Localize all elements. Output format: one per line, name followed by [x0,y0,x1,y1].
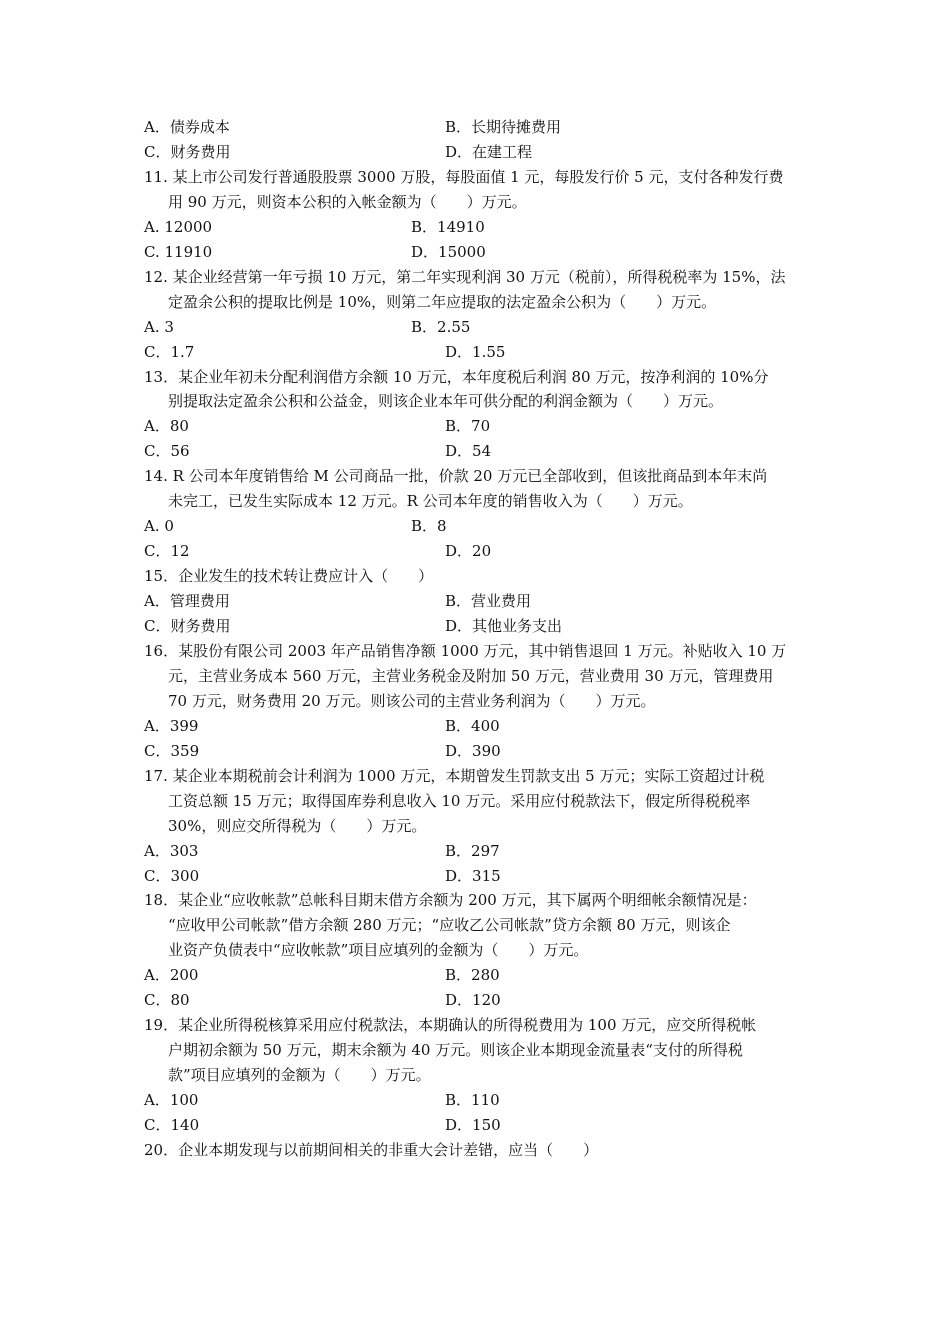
option-text: D．1.55 [445,342,506,361]
option-text: A．399 [144,716,199,735]
question-text: 业资产负债表中“应收帐款”项目应填列的金额为（ ）万元。 [168,941,589,960]
option-row [0,241,950,263]
option-row [0,615,950,637]
question-line [0,166,950,188]
question-continuation [0,390,950,412]
option-row [0,715,950,737]
option-row [0,865,950,887]
option-text: C. 11910 [144,242,213,261]
question-continuation [0,490,950,512]
question-text: 工资总额 15 万元；取得国库券利息收入 10 万元。采用应付税款法下，假定所得税税率 [168,791,751,810]
option-text: B．长期待摊费用 [445,118,562,136]
option-row [0,540,950,562]
option-text: A．200 [144,966,199,985]
option-text: A．303 [144,841,199,860]
question-continuation [0,815,950,837]
question-text: 款”项目应填列的金额为（ ）万元。 [168,1066,431,1085]
option-row [0,316,950,338]
question-line [0,366,950,388]
option-text: B．110 [445,1091,500,1110]
question-continuation [0,690,950,712]
question-text: 未完工，已发生实际成本 12 万元。R 公司本年度的销售收入为（ ）万元。 [168,492,693,511]
question-continuation [0,291,950,313]
question-text: 12. 某企业经营第一年亏损 10 万元，第二年实现利润 30 万元（税前），所得税税率为 15%，法 [144,267,786,286]
option-text: D．315 [445,866,501,885]
option-text: B．2.55 [411,317,471,336]
option-row [0,1114,950,1136]
question-text: 18．某企业“应收帐款”总帐科目期末借方余额为 200 万元，其下属两个明细帐余额情况是： [144,891,757,910]
option-text: C．359 [144,741,200,760]
option-text: B．70 [445,417,491,436]
option-text: C．140 [144,1116,200,1134]
question-continuation [0,790,950,812]
question-text: 11. 某上市公司发行普通股股票 3000 万股，每股面值 1 元，每股发行价 5 元，支付各种发行费 [144,167,784,186]
option-text: D．其他业务支出 [445,617,563,635]
question-text: 17. 某企业本期税前会计利润为 1000 万元，本期曾发生罚款支出 5 万元；实际工资超过计税 [144,766,765,785]
question-continuation [0,1039,950,1061]
option-text: C．56 [144,442,190,461]
question-text: 别提取法定盈余公积和公益金，则该企业本年可供分配的利润金额为（ ）万元。 [168,392,724,411]
option-text: B．400 [445,716,500,735]
option-row [0,840,950,862]
option-text: C．1.7 [144,342,195,361]
option-row [0,216,950,238]
option-row [0,964,950,986]
question-text: 13．某企业年初未分配利润借方余额 10 万元，本年度税后利润 80 万元，按净利润的 10%分 [144,367,769,386]
option-text: A．100 [144,1091,199,1110]
question-continuation [0,914,950,936]
question-line [0,266,950,288]
question-line [0,465,950,487]
option-text: D．120 [445,991,501,1010]
question-continuation [0,1064,950,1086]
question-text: 30%，则应交所得税为（ ）万元。 [168,816,427,835]
question-line [0,889,950,911]
option-text: A．80 [144,417,189,436]
question-text: 户期初余额为 50 万元，期末余额为 40 万元。则该企业本期现金流量表“支付的所得税 [168,1041,743,1060]
option-row [0,440,950,462]
option-row [0,415,950,437]
question-line [0,565,950,587]
question-line [0,1014,950,1036]
option-row [0,116,950,138]
option-text: A. 0 [144,517,174,536]
option-text: B．14910 [411,217,485,236]
question-continuation [0,939,950,961]
option-row [0,1089,950,1111]
question-line [0,640,950,662]
option-text: C．300 [144,866,200,885]
option-text: D．150 [445,1116,501,1134]
option-text: D．20 [445,542,492,561]
option-text: B．8 [411,517,447,536]
question-text: 16．某股份有限公司 2003 年产品销售净额 1000 万元，其中销售退回 1 万元。补贴收入 10 万 [144,641,787,660]
option-text: B．297 [445,841,500,860]
question-continuation [0,191,950,213]
option-text: D．390 [445,741,501,760]
question-text: 元，主营业务成本 560 万元，主营业务税金及附加 50 万元，营业费用 30 万元，管理费用 [168,666,774,685]
question-continuation [0,665,950,687]
option-text: B．营业费用 [445,592,532,611]
option-text: D．在建工程 [445,142,533,161]
question-text: 70 万元，财务费用 20 万元。则该公司的主营业务利润为（ ）万元。 [168,691,656,710]
option-row [0,740,950,762]
option-text: A. 3 [144,317,174,336]
question-text: 15．企业发生的技术转让费应计入（ ） [144,567,434,586]
option-text: D．15000 [411,242,486,261]
question-text: 定盈余公积的提取比例是 10%，则第二年应提取的法定盈余公积为（ ）万元。 [168,292,717,311]
option-text: A．管理费用 [144,592,230,611]
option-text: A．债券成本 [144,118,230,136]
option-text: C．12 [144,542,190,561]
option-row [0,590,950,612]
option-row [0,141,950,163]
option-text: A. 12000 [144,217,213,236]
option-text: C．财务费用 [144,617,231,635]
option-row [0,515,950,537]
option-row [0,989,950,1011]
option-text: C．80 [144,991,190,1010]
question-text: 19．某企业所得税核算采用应付税款法，本期确认的所得税费用为 100 万元，应交所得税帐 [144,1016,757,1035]
question-line [0,765,950,787]
question-text: 20．企业本期发现与以前期间相关的非重大会计差错，应当（ ） [144,1140,599,1159]
question-text: 用 90 万元，则资本公积的入帐金额为（ ）万元。 [168,192,527,211]
option-text: D．54 [445,442,492,461]
question-text: 14. R 公司本年度销售给 M 公司商品一批，价款 20 万元已全部收到，但该批商品到本年末尚 [144,467,768,486]
option-text: C．财务费用 [144,142,231,161]
option-text: B．280 [445,966,500,985]
option-row [0,341,950,363]
question-line [0,1139,950,1161]
question-text: “应收甲公司帐款”借方余额 280 万元；“应收乙公司帐款”贷方余额 80 万元，则该企 [168,916,731,935]
